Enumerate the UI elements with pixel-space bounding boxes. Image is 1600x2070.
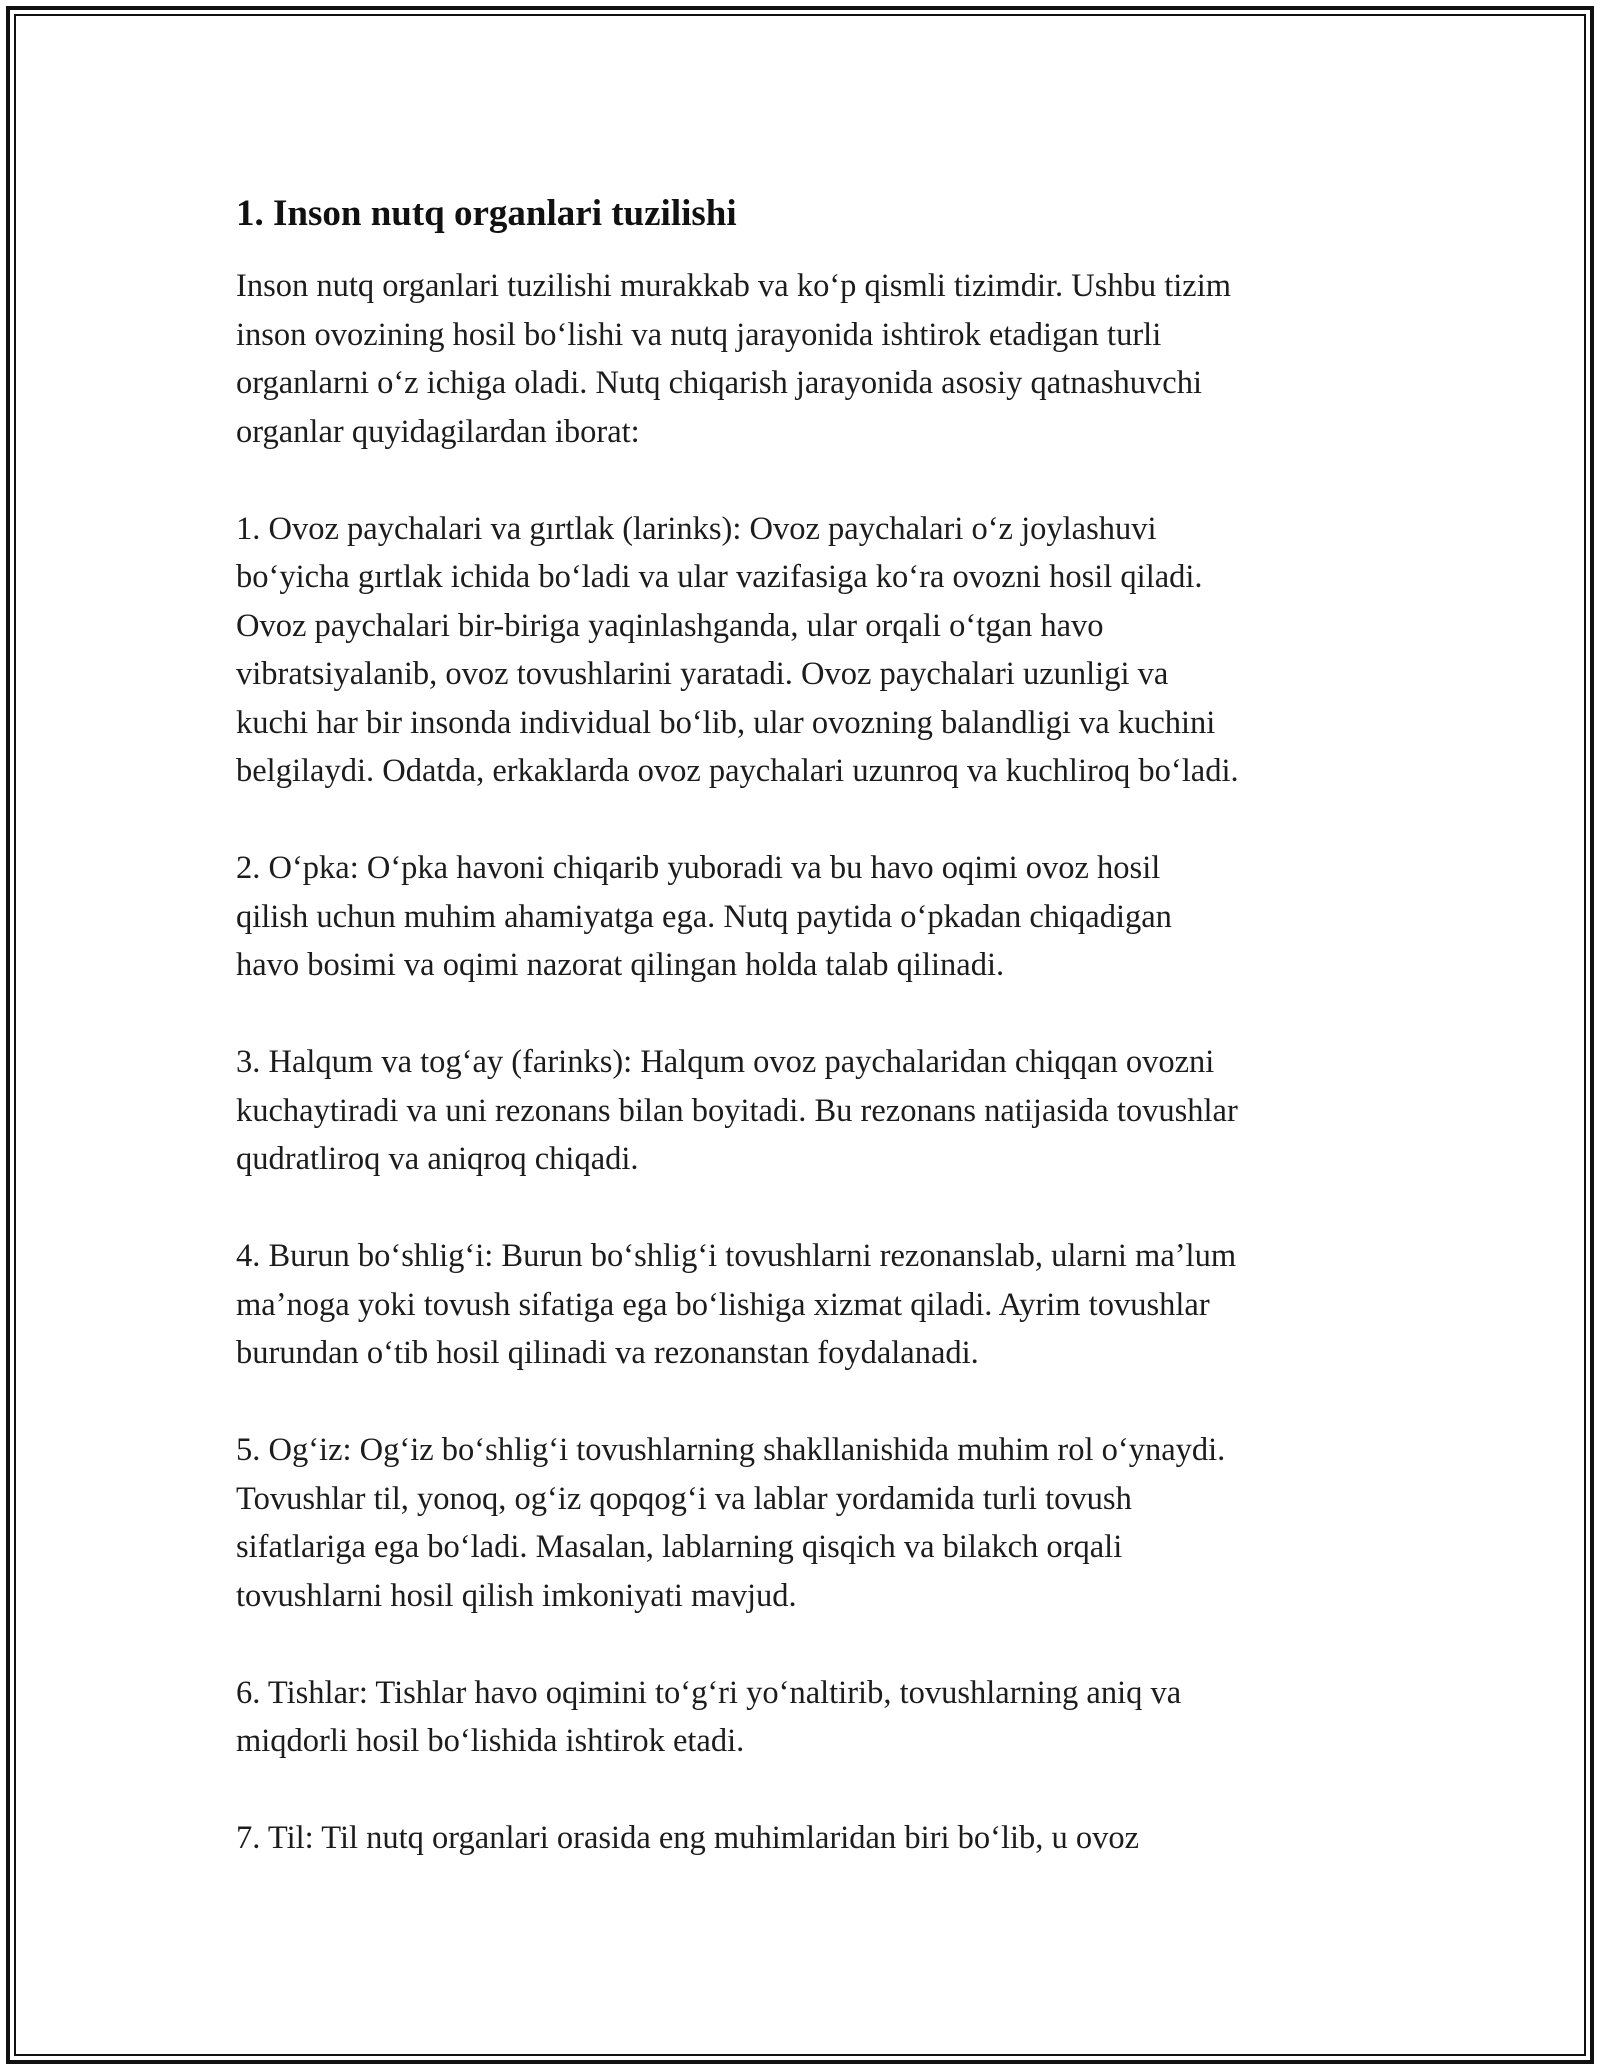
text-line: sifatlariga ega boʻladi. Masalan, lablarning qisqich va bilakch orqali <box>236 1529 1123 1565</box>
text-line: miqdorli hosil boʻlishida ishtirok etadi. <box>236 1723 745 1759</box>
text-line: 1. Ovoz paychalari va gırtlak (larinks): Ovoz paychalari oʻz joylashuvi <box>236 510 1157 547</box>
text-line: 3. Halqum va togʻay (farinks): Halqum ovoz paychalaridan chiqqan ovozni <box>236 1044 1215 1080</box>
text-line: maʼnoga yoki tovush sifatiga ega boʻlishiga xizmat qiladi. Ayrim tovushlar <box>236 1286 1210 1323</box>
text-line: qudratliroq va aniqroq chiqadi. <box>236 1141 639 1177</box>
text-line: vibratsiyalanib, ovoz tovushlarini yaratadi. Ovoz paychalari uzunligi va <box>236 656 1169 692</box>
text-line: belgilaydi. Odatda, erkaklarda ovoz paychalari uzunroq va kuchliroq boʻladi. <box>236 753 1239 789</box>
text-line: 4. Burun boʻshligʻi: Burun boʻshligʻi tovushlarni rezonanslab, ularni maʼlum <box>236 1238 1237 1274</box>
item-tongue <box>236 1814 1386 1863</box>
text-line: 6. Tishlar: Tishlar havo oqimini toʻgʻri yoʻnaltirib, tovushlarning aniq va <box>236 1674 1182 1711</box>
intro-paragraph <box>236 262 1386 456</box>
text-line: qilish uchun muhim ahamiyatga ega. Nutq paytida oʻpkadan chiqadigan <box>236 898 1172 935</box>
text-line: 2. Oʻpka: Oʻpka havoni chiqarib yuboradi va bu havo oqimi ovoz hosil <box>236 850 1161 886</box>
item-lungs <box>236 844 1386 990</box>
text-line: kuchaytiradi va uni rezonans bilan boyitadi. Bu rezonans natijasida tovushlar <box>236 1092 1238 1129</box>
text-line: inson ovozining hosil boʻlishi va nutq jarayonida ishtirok etadigan turli <box>236 316 1162 353</box>
item-nasal-cavity <box>236 1232 1386 1378</box>
text-line: kuchi har bir insonda individual boʻlib, ular ovozning balandligi va kuchini <box>236 704 1216 741</box>
document-body <box>236 190 1386 1863</box>
item-pharynx <box>236 1038 1386 1184</box>
item-teeth <box>236 1669 1386 1766</box>
text-line: organlarni oʻz ichiga oladi. Nutq chiqarish jarayonida asosiy qatnashuvchi <box>236 365 1203 401</box>
text-line: boʻyicha gırtlak ichida boʻladi va ular vazifasiga koʻra ovozni hosil qiladi. <box>236 559 1203 595</box>
text-line: burundan oʻtib hosil qilinadi va rezonanstan foydalanadi. <box>236 1335 979 1371</box>
text-line: 5. Ogʻiz: Ogʻiz boʻshligʻi tovushlarning shakllanishida muhim rol oʻynaydi. <box>236 1432 1226 1468</box>
item-mouth <box>236 1426 1386 1620</box>
text-line: havo bosimi va oqimi nazorat qilingan holda talab qilinadi. <box>236 947 1005 983</box>
section-heading: 1. Inson nutq organlari tuzilishi <box>236 193 737 234</box>
text-line: Ovoz paychalari bir-biriga yaqinlashganda, ular orqali oʻtgan havo <box>236 607 1104 644</box>
text-line: organlar quyidagilardan iborat: <box>236 413 640 450</box>
item-vocal-cords <box>236 505 1386 796</box>
text-line: Inson nutq organlari tuzilishi murakkab va koʻp qismli tizimdir. Ushbu tizim <box>236 268 1232 304</box>
text-line: Tovushlar til, yonoq, ogʻiz qopqogʻi va lablar yordamida turli tovush <box>236 1480 1132 1517</box>
text-line: 7. Til: Til nutq organlari orasida eng muhimlaridan biri boʻlib, u ovoz <box>236 1820 1140 1856</box>
text-line: tovushlarni hosil qilish imkoniyati mavjud. <box>236 1577 797 1614</box>
